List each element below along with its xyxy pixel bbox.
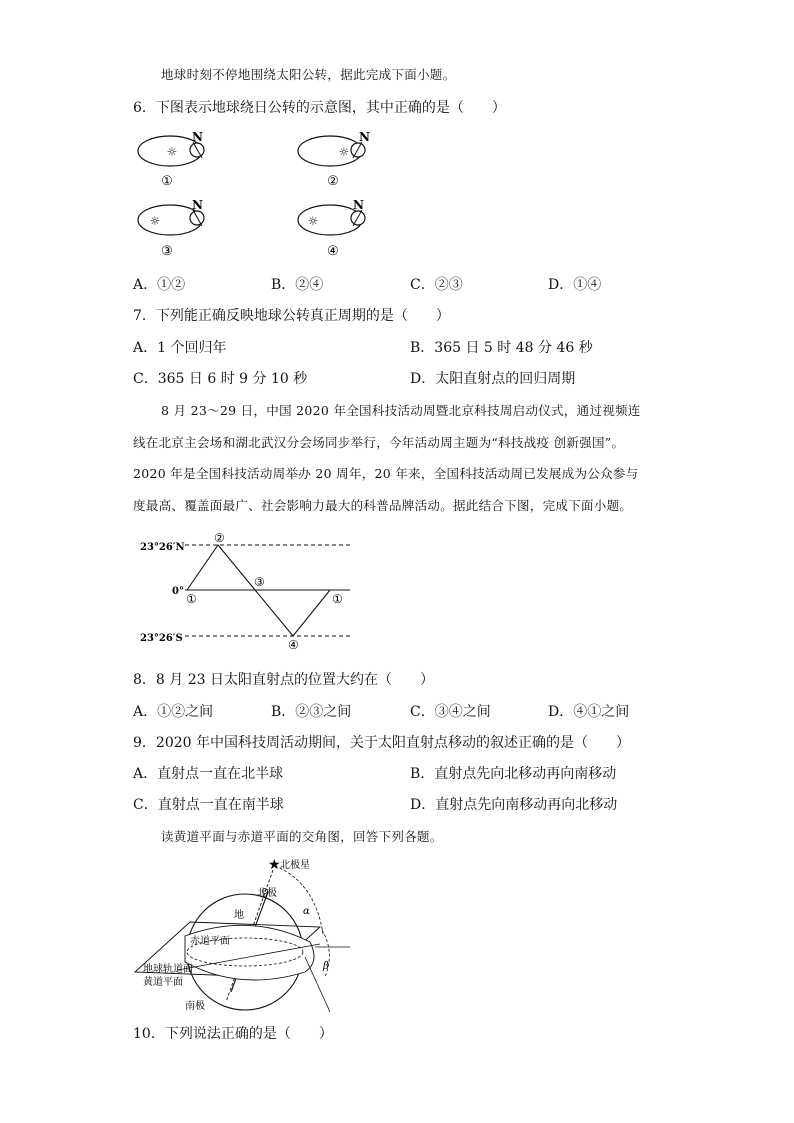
polaris-label: 北极星 (280, 860, 310, 871)
intro-text-line-3: 2020 年是全国科技活动周举办 20 周年，20 年来，全国科技活动周已发展成为公众参与 (133, 466, 639, 481)
q7-option-c: C．365 日 6 时 9 分 10 秒 (133, 371, 308, 387)
question-10-stem: 10．下列说法正确的是（ ） (133, 1026, 333, 1042)
orbit-diagram-4 (298, 198, 365, 259)
q6-option-b: B．②④ (271, 277, 324, 293)
q9-option-a: A．直射点一直在北半球 (133, 766, 284, 782)
orbit-diagrams (130, 125, 380, 260)
sun-icon: ☼ (149, 214, 161, 228)
beta-label: β (323, 961, 329, 972)
diagram-label-4: ④ (327, 244, 339, 259)
point-1-left: ① (186, 592, 197, 606)
orbit-plane-label: 地球轨道面 (143, 964, 193, 975)
question-8-stem: 8．8 月 23 日太阳直射点的位置大约在（ ） (133, 672, 434, 688)
svg-text:N: N (353, 198, 364, 212)
sun-icon: ☼ (166, 145, 178, 159)
sun-path-diagram (130, 528, 360, 653)
q9-option-d: D．直射点先向南移动再向北移动 (410, 797, 618, 813)
intro-text-orbit: 地球时刻不停地围绕太阳公转，据此完成下面小题。 (161, 67, 456, 82)
diagram-label-3: ③ (161, 244, 173, 259)
point-4: ④ (288, 638, 299, 652)
lat-label-north: 23°26′N (140, 542, 185, 553)
orbit-diagram-1 (138, 130, 204, 189)
alpha-label: α (303, 906, 310, 917)
intro-text-line-4: 度最高、覆盖面最广、社会影响力最大的科普品牌活动。据此结合下图，完成下面小题。 (133, 498, 633, 513)
intro-text-ecliptic: 读黄道平面与赤道平面的交角图，回答下列各题。 (161, 829, 443, 844)
q6-option-a: A．①② (133, 277, 186, 293)
orbit-diagram-3 (138, 198, 204, 259)
lat-label-zero: 0° (172, 586, 184, 597)
svg-text:N: N (192, 130, 203, 144)
equator-plane-label: 赤道平面 (190, 936, 230, 947)
ecliptic-plane-label: 黄道平面 (143, 977, 183, 988)
intro-text-line-1: 8 月 23～29 日，中国 2020 年全国科技活动周暨北京科技周启动仪式，通过视频连 (161, 403, 641, 418)
q9-option-c: C．直射点一直在南半球 (133, 797, 284, 813)
q7-option-a: A．1 个回归年 (133, 340, 227, 356)
diagram-label-1: ① (161, 174, 173, 189)
diagram-label-2: ② (327, 174, 339, 189)
question-7-stem: 7．下列能正确反映地球公转真正周期的是（ ） (133, 308, 450, 324)
q6-option-c: C．②③ (410, 277, 463, 293)
axis-label-1: 地 (234, 910, 244, 921)
q8-option-c: C．③④之间 (410, 704, 491, 720)
question-6-stem: 6．下图表示地球绕日公转的示意图，其中正确的是（ ） (133, 100, 506, 116)
q8-option-d: D．④①之间 (548, 704, 630, 720)
intro-text-line-2: 线在北京主会场和湖北武汉分会场同步举行，今年活动周主题为“科技战疫 创新强国”。 (133, 435, 625, 450)
sun-icon: ☼ (338, 145, 350, 159)
north-pole-label: 北极 (257, 888, 277, 899)
q6-option-d: D．①④ (548, 277, 602, 293)
point-3: ③ (254, 575, 265, 589)
point-1-right: ① (332, 592, 343, 606)
q7-option-d: D．太阳直射点的回归周期 (410, 371, 576, 387)
q7-option-b: B．365 日 5 时 48 分 46 秒 (410, 340, 593, 356)
polaris-star-icon: ★ (268, 857, 281, 873)
q9-option-b: B．直射点先向北移动再向南移动 (410, 766, 617, 782)
q8-option-b: B．②③之间 (271, 704, 352, 720)
ecliptic-diagram (130, 852, 360, 1022)
orbit-diagram-2 (298, 130, 370, 189)
south-pole-label: 南极 (185, 1001, 205, 1012)
question-9-stem: 9．2020 年中国科技周活动期间，关于太阳直射点移动的叙述正确的是（ ） (133, 735, 630, 751)
lat-label-south: 23°26′S (140, 633, 183, 644)
sun-icon: ☼ (307, 214, 319, 228)
svg-text:N: N (192, 198, 203, 212)
q8-option-a: A．①②之间 (133, 704, 214, 720)
svg-text:N: N (359, 130, 370, 144)
point-2: ② (214, 531, 225, 545)
